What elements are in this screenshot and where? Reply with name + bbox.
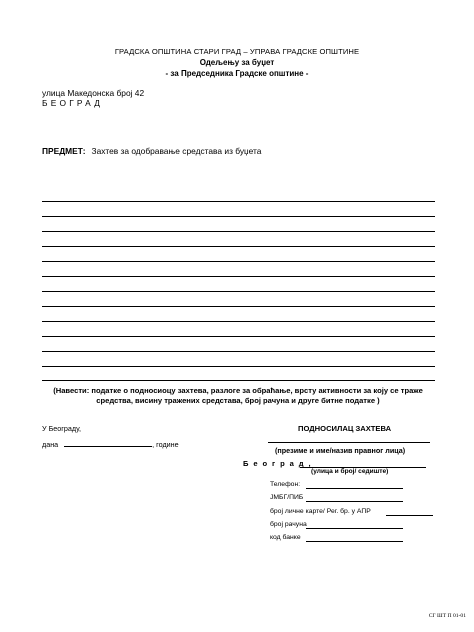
applicant-street-caption: (улица и број/ седиште) <box>311 468 389 475</box>
jmbg-field[interactable] <box>306 501 403 502</box>
applicant-name-field[interactable] <box>268 442 430 443</box>
place-label: У Београду, <box>42 424 81 433</box>
address-street: улица Македонска број 42 <box>42 88 145 98</box>
writing-line[interactable] <box>42 246 435 247</box>
header-recipient: - за Председника Градске општине - <box>165 69 309 78</box>
writing-line[interactable] <box>42 351 435 352</box>
writing-line[interactable] <box>42 291 435 292</box>
writing-line[interactable] <box>42 321 435 322</box>
phone-field[interactable] <box>306 488 403 489</box>
date-field[interactable] <box>64 439 152 447</box>
bank-code-field[interactable] <box>306 541 403 542</box>
writing-line[interactable] <box>42 306 435 307</box>
subject-label: ПРЕДМЕТ: <box>42 146 86 156</box>
applicant-name-caption: (презиме и име/назив правног лица) <box>275 446 406 455</box>
writing-line[interactable] <box>42 216 435 217</box>
writing-line[interactable] <box>42 276 435 277</box>
phone-label: Телефон: <box>270 481 301 488</box>
jmbg-label: ЈМБГ/ПИБ <box>270 494 304 501</box>
writing-line[interactable] <box>42 366 435 367</box>
writing-line[interactable] <box>42 201 435 202</box>
id-card-field[interactable] <box>386 515 433 516</box>
account-label: број рачуна <box>270 521 307 528</box>
subject-line <box>42 146 261 156</box>
applicant-city-label: Б е о г р а д , <box>243 459 313 468</box>
header-department: Одељењу за буџет <box>199 58 275 67</box>
address-city: БЕОГРАД <box>42 98 104 108</box>
header-institution: ГРАДСКА ОПШТИНА СТАРИ ГРАД – УПРАВА ГРАДСКЕ ОПШТИНЕ <box>114 47 360 56</box>
form-code: СГ ШТ П 01-01 <box>428 613 466 619</box>
writing-line[interactable] <box>42 261 435 262</box>
instructions-note-line2: средства, висину тражених средстава, број рачуна и друге битне податке ) <box>96 396 380 405</box>
writing-line[interactable] <box>42 380 435 381</box>
writing-line[interactable] <box>42 336 435 337</box>
day-label: дана <box>42 440 59 449</box>
subject-text: Захтев за одобравање средстава из буџета <box>91 146 262 156</box>
year-label: , године <box>152 440 179 449</box>
date-row <box>42 439 179 449</box>
bank-code-label: код банке <box>270 534 301 541</box>
account-field[interactable] <box>306 528 403 529</box>
writing-line[interactable] <box>42 231 435 232</box>
applicant-title: ПОДНОСИЛАЦ ЗАХТЕВА <box>298 424 392 433</box>
instructions-note <box>40 386 436 406</box>
instructions-note-line1: (Навести: податке о подносиоцу захтева, разлоге за обраћање, врсту активности за коју се траже <box>53 386 423 395</box>
id-card-label: број личне карте/ Рег. бр. у АПР <box>270 508 371 515</box>
